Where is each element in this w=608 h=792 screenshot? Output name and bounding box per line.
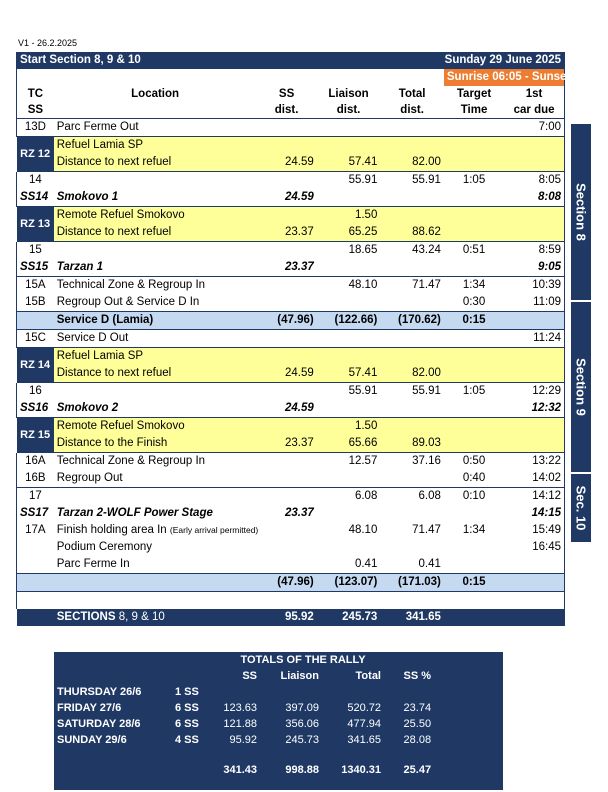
col-tc: TC bbox=[17, 86, 54, 102]
ss-cell: 24.59 bbox=[284, 191, 314, 203]
liaison-cell: 1.50 bbox=[317, 418, 381, 436]
refuel-distance-row bbox=[17, 224, 565, 242]
stage-row bbox=[17, 259, 565, 277]
refuel-zone-badge: RZ 14 bbox=[17, 348, 54, 383]
total-cell: 341.65 bbox=[347, 734, 381, 746]
liaison-cell: 0.41 bbox=[354, 558, 378, 570]
tc-cell: SS15 bbox=[17, 259, 54, 277]
location-cell: Remote Refuel Smokovo bbox=[54, 207, 257, 225]
location-cell: Regroup Out & Service D In bbox=[56, 296, 200, 308]
grand-total: 1340.31 bbox=[341, 764, 381, 776]
tc-cell: 16A bbox=[17, 453, 54, 471]
refuel-distance-row bbox=[17, 435, 565, 453]
total-cell: 341.65 bbox=[405, 611, 441, 623]
total-cell: 55.91 bbox=[412, 174, 441, 186]
total-cell: 71.47 bbox=[412, 524, 441, 536]
due-cell: 14:12 bbox=[504, 488, 564, 506]
version-label: V1 - 26.2.2025 bbox=[18, 38, 78, 48]
table-row bbox=[17, 330, 565, 348]
col-liaison-sub: dist. bbox=[317, 102, 381, 119]
liaison-cell: 12.57 bbox=[348, 455, 378, 467]
target-cell: 1:34 bbox=[462, 524, 486, 536]
total-cell: 37.16 bbox=[412, 455, 441, 467]
section-title: Start Section 8, 9 & 10 bbox=[17, 52, 381, 69]
due-cell: 10:39 bbox=[504, 277, 564, 295]
rally-totals-box bbox=[54, 652, 503, 790]
location-cell: Refuel Lamia SP bbox=[54, 348, 257, 366]
target-cell: 0:40 bbox=[444, 470, 504, 488]
col-total: Total bbox=[398, 88, 426, 100]
location-cell: Podium Ceremony bbox=[56, 541, 152, 553]
total-cell: 43.24 bbox=[412, 244, 441, 256]
liaison-cell: 397.09 bbox=[285, 702, 319, 714]
pct-cell: 23.74 bbox=[403, 702, 432, 714]
liaison-cell: 55.91 bbox=[348, 174, 378, 186]
sunrise-sunset: Sunrise 06:05 - Sunset 20:51 bbox=[444, 69, 565, 86]
total-cell: (170.62) bbox=[380, 312, 444, 330]
tc-cell: SS14 bbox=[17, 189, 54, 207]
location-cell: Distance to the Finish bbox=[54, 435, 257, 453]
table-row bbox=[17, 119, 565, 137]
totals-col-liaison: Liaison bbox=[280, 670, 319, 682]
location-cell: Parc Ferme Out bbox=[56, 121, 139, 133]
pct-cell bbox=[384, 684, 434, 700]
location-cell: Technical Zone & Regroup In bbox=[56, 455, 206, 467]
tc-cell: 16B bbox=[17, 470, 54, 488]
grand-liaison: 998.88 bbox=[285, 764, 319, 776]
sections-total-row bbox=[17, 609, 565, 626]
due-cell: 12:29 bbox=[504, 383, 564, 401]
due-cell: 7:00 bbox=[504, 119, 564, 137]
stage-name: Tarzan 2-WOLF Power Stage bbox=[56, 507, 213, 519]
location-cell: Distance to next refuel bbox=[54, 154, 257, 172]
tc-cell: 13D bbox=[17, 119, 54, 137]
total-cell: 477.94 bbox=[347, 718, 381, 730]
location-cell: Service D Out bbox=[56, 332, 129, 344]
refuel-row bbox=[17, 207, 565, 225]
location-note: (Early arrival permitted) bbox=[169, 525, 259, 535]
liaison-cell: 1.50 bbox=[317, 207, 381, 225]
target-cell: 1:34 bbox=[462, 279, 486, 291]
due-cell: 16:45 bbox=[504, 539, 564, 556]
tc-cell: 17A bbox=[17, 522, 54, 539]
due-cell: 14:15 bbox=[504, 505, 564, 522]
stage-row bbox=[17, 400, 565, 418]
totals-row bbox=[54, 716, 503, 732]
tc-cell: 17 bbox=[17, 488, 54, 506]
day-label: SATURDAY 28/6 bbox=[57, 718, 141, 730]
totals-row bbox=[54, 700, 503, 716]
ss-cell: 23.37 bbox=[256, 224, 316, 242]
liaison-cell: 65.66 bbox=[317, 435, 381, 453]
ss-cell: 24.59 bbox=[256, 154, 316, 172]
total-cell: 520.72 bbox=[347, 702, 381, 714]
total-cell: 71.47 bbox=[412, 279, 441, 291]
due-cell: 8:08 bbox=[504, 189, 564, 207]
stage-row bbox=[17, 505, 565, 522]
totals-col-total: Total bbox=[355, 670, 381, 682]
tc-cell: 15B bbox=[17, 294, 54, 312]
tc-cell: 16 bbox=[17, 383, 54, 401]
target-cell: 0:15 bbox=[444, 312, 504, 330]
table-row bbox=[17, 453, 565, 471]
location-cell: Distance to next refuel bbox=[54, 224, 257, 242]
liaison-cell: (123.07) bbox=[317, 574, 381, 592]
spacer-row bbox=[17, 592, 565, 610]
ss-cell: 24.59 bbox=[284, 402, 314, 414]
stage-row bbox=[17, 189, 565, 207]
table-row bbox=[17, 242, 565, 260]
totals-title: TOTALS OF THE RALLY bbox=[240, 654, 366, 666]
pct-cell: 28.08 bbox=[403, 734, 432, 746]
service-row bbox=[17, 312, 565, 330]
due-cell: 14:02 bbox=[504, 470, 564, 488]
location-text: Finish holding area In bbox=[56, 524, 167, 536]
table-row bbox=[17, 488, 565, 506]
refuel-distance-row bbox=[17, 154, 565, 172]
ss-cell: 123.63 bbox=[223, 702, 257, 714]
location-cell: Technical Zone & Regroup In bbox=[56, 279, 206, 291]
pct-cell: 25.50 bbox=[403, 718, 432, 730]
service-name: Service D (Lamia) bbox=[54, 312, 257, 330]
ss-cell: 95.92 bbox=[284, 611, 314, 623]
total-cell: 82.00 bbox=[380, 365, 444, 383]
liaison-cell: 57.41 bbox=[317, 365, 381, 383]
tc-cell: 15A bbox=[17, 277, 54, 295]
due-cell: 9:05 bbox=[504, 259, 564, 277]
date-label: Sunday 29 June 2025 bbox=[380, 52, 564, 69]
table-row bbox=[17, 172, 565, 190]
ss-cell: 23.37 bbox=[284, 507, 314, 519]
section-8-tab: Section 8 bbox=[571, 124, 591, 300]
tc-cell: SS17 bbox=[17, 505, 54, 522]
liaison-cell: (122.66) bbox=[317, 312, 381, 330]
sections-label-b: 8, 9 & 10 bbox=[118, 611, 165, 623]
liaison-cell: 245.73 bbox=[342, 611, 378, 623]
refuel-row bbox=[17, 418, 565, 436]
total-cell: 6.08 bbox=[418, 490, 441, 502]
total-cell: (171.03) bbox=[380, 574, 444, 592]
liaison-cell: 18.65 bbox=[348, 244, 378, 256]
target-cell: 0:10 bbox=[462, 490, 486, 502]
total-cell: 82.00 bbox=[380, 154, 444, 172]
target-cell: 0:15 bbox=[444, 574, 504, 592]
col-car-due-sub: car due bbox=[504, 102, 564, 119]
liaison-cell: 57.41 bbox=[317, 154, 381, 172]
table-row bbox=[17, 294, 565, 312]
table-row bbox=[17, 383, 565, 401]
col-total-sub: dist. bbox=[380, 102, 444, 119]
column-header-row-2 bbox=[17, 102, 565, 119]
liaison-cell: 48.10 bbox=[348, 279, 378, 291]
target-cell: 1:05 bbox=[462, 385, 486, 397]
total-cell: 55.91 bbox=[412, 385, 441, 397]
location-cell: Remote Refuel Smokovo bbox=[54, 418, 257, 436]
stage-name: Smokovo 2 bbox=[56, 402, 119, 414]
total-cell: 0.41 bbox=[418, 558, 441, 570]
table-row bbox=[17, 556, 565, 574]
ss-count: 1 SS bbox=[175, 686, 199, 698]
due-cell: 8:05 bbox=[504, 172, 564, 190]
refuel-distance-row bbox=[17, 365, 565, 383]
total-cell bbox=[322, 684, 384, 700]
due-cell: 13:22 bbox=[504, 453, 564, 471]
liaison-cell: 65.25 bbox=[317, 224, 381, 242]
refuel-zone-badge: RZ 13 bbox=[17, 207, 54, 242]
grand-total-row bbox=[54, 762, 503, 778]
target-cell: 0:51 bbox=[462, 244, 486, 256]
due-cell: 15:49 bbox=[504, 522, 564, 539]
ss-cell bbox=[212, 684, 260, 700]
ss-count: 6 SS bbox=[175, 718, 199, 730]
refuel-zone-badge: RZ 12 bbox=[17, 137, 54, 172]
totals-row bbox=[54, 684, 503, 700]
location-cell: Distance to next refuel bbox=[54, 365, 257, 383]
tc-cell: 15 bbox=[17, 242, 54, 260]
due-cell: 11:24 bbox=[504, 330, 564, 348]
col-liaison: Liaison bbox=[328, 88, 369, 100]
due-cell: 12:32 bbox=[504, 400, 564, 418]
column-header-row-1 bbox=[17, 86, 565, 102]
ss-cell: 95.92 bbox=[229, 734, 257, 746]
liaison-cell: 6.08 bbox=[354, 490, 378, 502]
grand-pct: 25.47 bbox=[403, 764, 432, 776]
table-row bbox=[17, 522, 565, 539]
due-cell: 8:59 bbox=[504, 242, 564, 260]
day-label: THURSDAY 26/6 bbox=[57, 686, 142, 698]
day-label: SUNDAY 29/6 bbox=[57, 734, 127, 746]
ss-cell: 121.88 bbox=[223, 718, 257, 730]
location-cell: Refuel Lamia SP bbox=[54, 137, 257, 155]
location-cell: Parc Ferme In bbox=[56, 558, 130, 570]
sun-row bbox=[17, 69, 565, 86]
ss-cell: (47.96) bbox=[256, 574, 316, 592]
refuel-row bbox=[17, 348, 565, 366]
tc-cell: SS16 bbox=[17, 400, 54, 418]
section-9-tab: Section 9 bbox=[571, 302, 591, 472]
header-bar bbox=[17, 52, 565, 69]
table-row bbox=[17, 539, 565, 556]
location-cell: Regroup Out bbox=[54, 470, 257, 488]
tc-cell: 15C bbox=[17, 330, 54, 348]
day-label: FRIDAY 27/6 bbox=[57, 702, 122, 714]
col-target-sub: Time bbox=[444, 102, 504, 119]
tc-cell: 14 bbox=[17, 172, 54, 190]
stage-name: Tarzan 1 bbox=[54, 259, 257, 277]
refuel-zone-badge: RZ 15 bbox=[17, 418, 54, 453]
ss-cell: (47.96) bbox=[256, 312, 316, 330]
ss-count: 6 SS bbox=[175, 702, 199, 714]
location-cell bbox=[54, 522, 257, 539]
totals-col-pct: SS % bbox=[403, 670, 432, 682]
ss-count: 4 SS bbox=[175, 734, 199, 746]
sections-label-a: SECTIONS bbox=[56, 611, 116, 623]
sections-label bbox=[54, 609, 257, 626]
liaison-cell: 55.91 bbox=[348, 385, 378, 397]
table-row bbox=[17, 277, 565, 295]
liaison-cell: 356.06 bbox=[285, 718, 319, 730]
totals-row bbox=[54, 732, 503, 748]
subtotal-row bbox=[17, 574, 565, 592]
totals-col-ss: SS bbox=[242, 670, 257, 682]
col-ss-dist-sub: dist. bbox=[256, 102, 316, 119]
ss-cell: 24.59 bbox=[256, 365, 316, 383]
target-cell: 0:30 bbox=[462, 296, 486, 308]
liaison-cell: 245.73 bbox=[285, 734, 319, 746]
target-cell: 0:50 bbox=[462, 455, 486, 467]
ss-cell: 23.37 bbox=[256, 259, 316, 277]
grand-ss: 341.43 bbox=[223, 764, 257, 776]
liaison-cell: 48.10 bbox=[348, 524, 378, 536]
table-row bbox=[17, 470, 565, 488]
section-10-tab: Sec. 10 bbox=[571, 474, 591, 542]
col-car-due: 1st bbox=[504, 86, 564, 102]
col-location: Location bbox=[131, 88, 180, 100]
total-cell: 89.03 bbox=[380, 435, 444, 453]
col-target: Target bbox=[456, 88, 492, 100]
stage-name: Smokovo 1 bbox=[56, 191, 119, 203]
total-cell: 88.62 bbox=[380, 224, 444, 242]
ss-cell: 23.37 bbox=[256, 435, 316, 453]
refuel-row bbox=[17, 137, 565, 155]
due-cell: 11:09 bbox=[504, 294, 564, 312]
col-ss-dist: SS bbox=[278, 88, 295, 100]
target-cell: 1:05 bbox=[462, 174, 486, 186]
liaison-cell bbox=[260, 684, 322, 700]
col-ss: SS bbox=[17, 102, 54, 119]
